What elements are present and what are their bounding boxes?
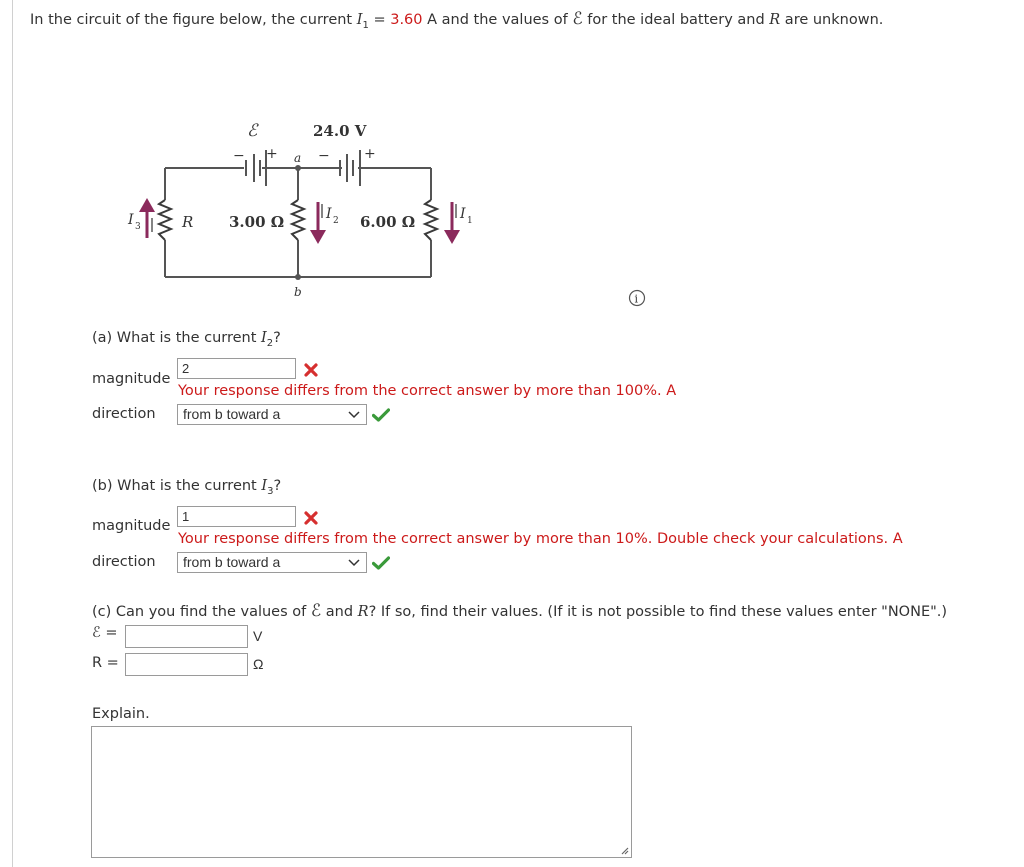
part-a-wrong-icon bbox=[304, 363, 318, 377]
part-a-feedback: Your response differs from the correct answer by more than 100%. A bbox=[178, 383, 677, 399]
intro-current-value: 3.60 bbox=[390, 12, 423, 28]
r-input[interactable] bbox=[125, 653, 248, 676]
battery2-plus: + bbox=[364, 146, 376, 162]
intro-text: In the circuit of the figure below, the current bbox=[30, 12, 357, 28]
part-a-magnitude-label: magnitude bbox=[92, 371, 171, 387]
part-b-direction-label: direction bbox=[92, 554, 156, 570]
svg-text:i: i bbox=[634, 292, 639, 306]
part-c-emf-label: ℰ = bbox=[92, 625, 118, 641]
intro-text-3: for the ideal battery and bbox=[582, 12, 770, 28]
r-unit: Ω bbox=[253, 656, 264, 672]
part-a-var: I bbox=[261, 330, 267, 346]
intro-current-sub: 1 bbox=[362, 19, 369, 31]
intro-current-var: I bbox=[356, 12, 363, 28]
part-b-direction-value: from b toward a bbox=[183, 554, 281, 570]
part-b-question bbox=[92, 478, 281, 497]
part-a-sub: 2 bbox=[266, 337, 274, 349]
battery2-minus: − bbox=[318, 148, 330, 164]
part-b-wrong-icon bbox=[304, 511, 318, 525]
chevron-down-icon bbox=[348, 556, 360, 568]
part-b-feedback: Your response differs from the correct answer by more than 10%. Double check your calculations. A bbox=[178, 531, 903, 547]
emf-unit: V bbox=[253, 628, 263, 644]
resize-handle-icon[interactable] bbox=[619, 845, 629, 855]
part-c-question-suffix: ? If so, find their values. (If it is not possible to find these values enter "NONE".) bbox=[368, 604, 948, 620]
node-b-label: b bbox=[294, 285, 302, 299]
part-a-direction-value: from b toward a bbox=[183, 406, 281, 422]
resistor-6ohm-label: 6.00 Ω bbox=[360, 213, 416, 231]
part-b-magnitude-input[interactable]: 1 bbox=[177, 506, 296, 527]
part-b-var: I bbox=[261, 478, 268, 494]
chevron-down-icon bbox=[348, 408, 360, 420]
intro-r-var: R bbox=[769, 12, 781, 28]
node-a-label: a bbox=[294, 151, 302, 165]
part-a-magnitude-input[interactable]: 2 bbox=[177, 358, 296, 379]
part-a-direction-label: direction bbox=[92, 406, 156, 422]
part-c-question bbox=[92, 601, 947, 621]
explain-label: Explain. bbox=[92, 706, 150, 722]
resistor-r-label: R bbox=[182, 213, 194, 231]
emf-input[interactable] bbox=[125, 625, 248, 648]
intro-text-2: A and the values of bbox=[422, 12, 573, 28]
part-c-question-text: (c) Can you find the values of bbox=[92, 604, 311, 620]
part-c-question-mid: and bbox=[321, 604, 358, 620]
i1-label: I bbox=[460, 206, 466, 222]
part-a-question-text: (a) What is the current bbox=[92, 330, 262, 346]
intro-emf-symbol: ℰ bbox=[572, 9, 583, 29]
i1-sub: 1 bbox=[467, 216, 473, 226]
part-c-r-label: R = bbox=[92, 655, 119, 671]
intro-equals: = bbox=[368, 12, 391, 28]
part-b-suffix: ? bbox=[273, 478, 282, 494]
part-a-question bbox=[92, 330, 281, 349]
part-a-correct-icon bbox=[372, 408, 390, 422]
part-b-direction-select[interactable] bbox=[177, 552, 367, 573]
explain-textarea[interactable] bbox=[91, 726, 632, 858]
battery1-minus: − bbox=[233, 148, 245, 164]
part-b-magnitude-label: magnitude bbox=[92, 518, 171, 534]
resistor-3ohm-label: 3.00 Ω bbox=[229, 213, 285, 231]
part-a-direction-select[interactable] bbox=[177, 404, 367, 425]
intro-text-4: are unknown. bbox=[780, 12, 884, 28]
part-c-r-var: R bbox=[357, 604, 369, 620]
part-b-question-text: (b) What is the current bbox=[92, 478, 262, 494]
part-b-correct-icon bbox=[372, 556, 390, 570]
emf-label: ℰ bbox=[247, 121, 258, 141]
battery1-plus: + bbox=[266, 146, 278, 162]
part-c-emf-symbol: ℰ bbox=[310, 601, 322, 621]
circuit-figure bbox=[0, 0, 1024, 330]
part-a-suffix: ? bbox=[273, 330, 281, 346]
i3-label: I bbox=[128, 212, 134, 228]
info-icon[interactable] bbox=[630, 291, 645, 306]
part-b-sub: 3 bbox=[267, 485, 274, 497]
i2-sub: 2 bbox=[333, 216, 339, 226]
i3-sub: 3 bbox=[135, 222, 141, 232]
battery2-voltage-label: 24.0 V bbox=[313, 122, 367, 140]
i2-label: I bbox=[326, 206, 332, 222]
